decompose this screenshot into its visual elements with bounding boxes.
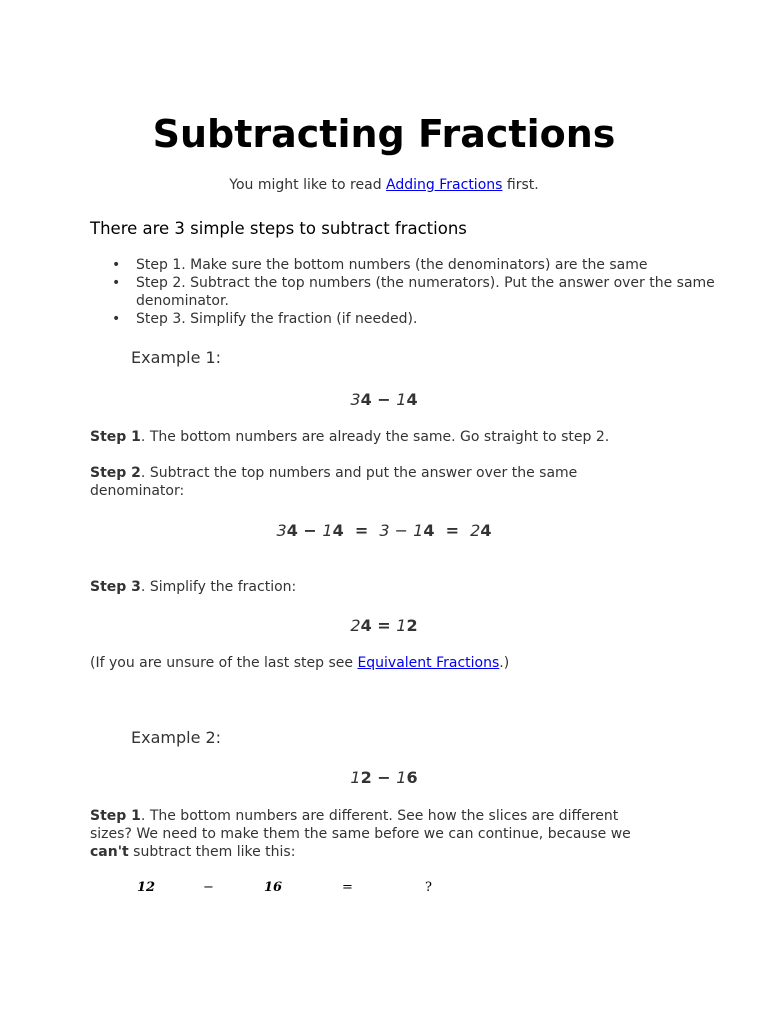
eq-op: = <box>343 521 380 540</box>
eq-num: 1 <box>396 768 407 787</box>
eq-den: 4 <box>480 521 492 540</box>
eq-num: 1 <box>396 616 407 635</box>
step-text: Step 3. Simplify the fraction (if needed). <box>136 311 418 327</box>
step-text: . The bottom numbers are already the same. Go straight to step 2. <box>140 429 610 445</box>
step-text: . Simplify the fraction: <box>140 579 297 595</box>
eq-den: 4 <box>423 521 435 540</box>
eq-op: = <box>371 616 397 635</box>
eq-num: 3 <box>379 521 390 540</box>
step-label: Step 2 <box>90 465 141 481</box>
eq-num: 1 <box>350 768 361 787</box>
cant-emphasis: can't <box>90 844 129 860</box>
example2-step1 <box>90 807 645 861</box>
list-item <box>112 310 736 328</box>
eq-op: − <box>371 768 397 787</box>
steps-list <box>90 256 736 328</box>
eq-den: 4 <box>406 390 418 409</box>
eq-den: 4 <box>286 521 298 540</box>
step-text: subtract them like this: <box>128 844 296 860</box>
intro-after: first. <box>502 177 539 193</box>
step-label: Step 1 <box>90 429 141 445</box>
eq-num: 1 <box>322 521 333 540</box>
step-text: . Subtract the top numbers and put the answer over the same denominator: <box>90 465 578 499</box>
bullet-icon: • <box>112 275 121 291</box>
example1-step2-equation <box>0 521 768 541</box>
equals-sign: = <box>342 880 353 895</box>
intro-text <box>0 176 768 194</box>
example2-label: Example 2: <box>131 728 222 747</box>
question-mark: ? <box>425 880 432 895</box>
list-item <box>112 256 736 274</box>
page-title: Subtracting Fractions <box>152 112 616 156</box>
eq-num: 2 <box>470 521 481 540</box>
eq-den: 4 <box>360 390 372 409</box>
example1-step3 <box>90 578 650 596</box>
note-after: .) <box>499 655 510 671</box>
note-before: (If you are unsure of the last step see <box>90 655 358 671</box>
adding-fractions-link[interactable]: Adding Fractions <box>386 177 503 193</box>
eq-den: 2 <box>406 616 418 635</box>
example1-note <box>90 654 650 672</box>
step-text: . The bottom numbers are different. See how the slices are different sizes? We need to make them the same before we can continue, because we <box>90 808 631 842</box>
example1-step2 <box>90 464 650 500</box>
eq-num: 3 <box>276 521 287 540</box>
bullet-icon: • <box>112 311 121 327</box>
intro-before: You might like to read <box>229 177 387 193</box>
example2-equation <box>0 768 768 788</box>
eq-den: 4 <box>360 616 372 635</box>
step-label: Step 3 <box>90 579 141 595</box>
step-text: Step 2. Subtract the top numbers (the numerators). Put the answer over the same denominator. <box>136 275 715 309</box>
step-label: Step 1 <box>90 808 141 824</box>
eq-den: 2 <box>360 768 372 787</box>
eq-den: 4 <box>332 521 344 540</box>
eq-num: 2 <box>350 616 361 635</box>
fraction-one-sixth: 16 <box>264 880 283 895</box>
list-item <box>112 274 736 310</box>
example1-equation <box>0 390 768 410</box>
eq-num: 1 <box>396 390 407 409</box>
eq-num: 3 <box>350 390 361 409</box>
minus-sign: − <box>203 880 214 895</box>
fraction-one-half: 12 <box>137 880 156 895</box>
eq-op: − <box>371 390 397 409</box>
example1-step1 <box>90 428 650 446</box>
eq-den: 6 <box>406 768 418 787</box>
eq-op: = <box>434 521 471 540</box>
eq-op: − <box>389 521 414 540</box>
bullet-icon: • <box>112 257 121 273</box>
equivalent-fractions-link[interactable]: Equivalent Fractions <box>357 655 500 671</box>
step-text: Step 1. Make sure the bottom numbers (the denominators) are the same <box>136 257 648 273</box>
section-heading: There are 3 simple steps to subtract fractions <box>90 219 467 238</box>
example1-step3-equation <box>0 616 768 636</box>
example1-label: Example 1: <box>131 348 222 367</box>
eq-op: − <box>297 521 323 540</box>
eq-num: 1 <box>413 521 424 540</box>
